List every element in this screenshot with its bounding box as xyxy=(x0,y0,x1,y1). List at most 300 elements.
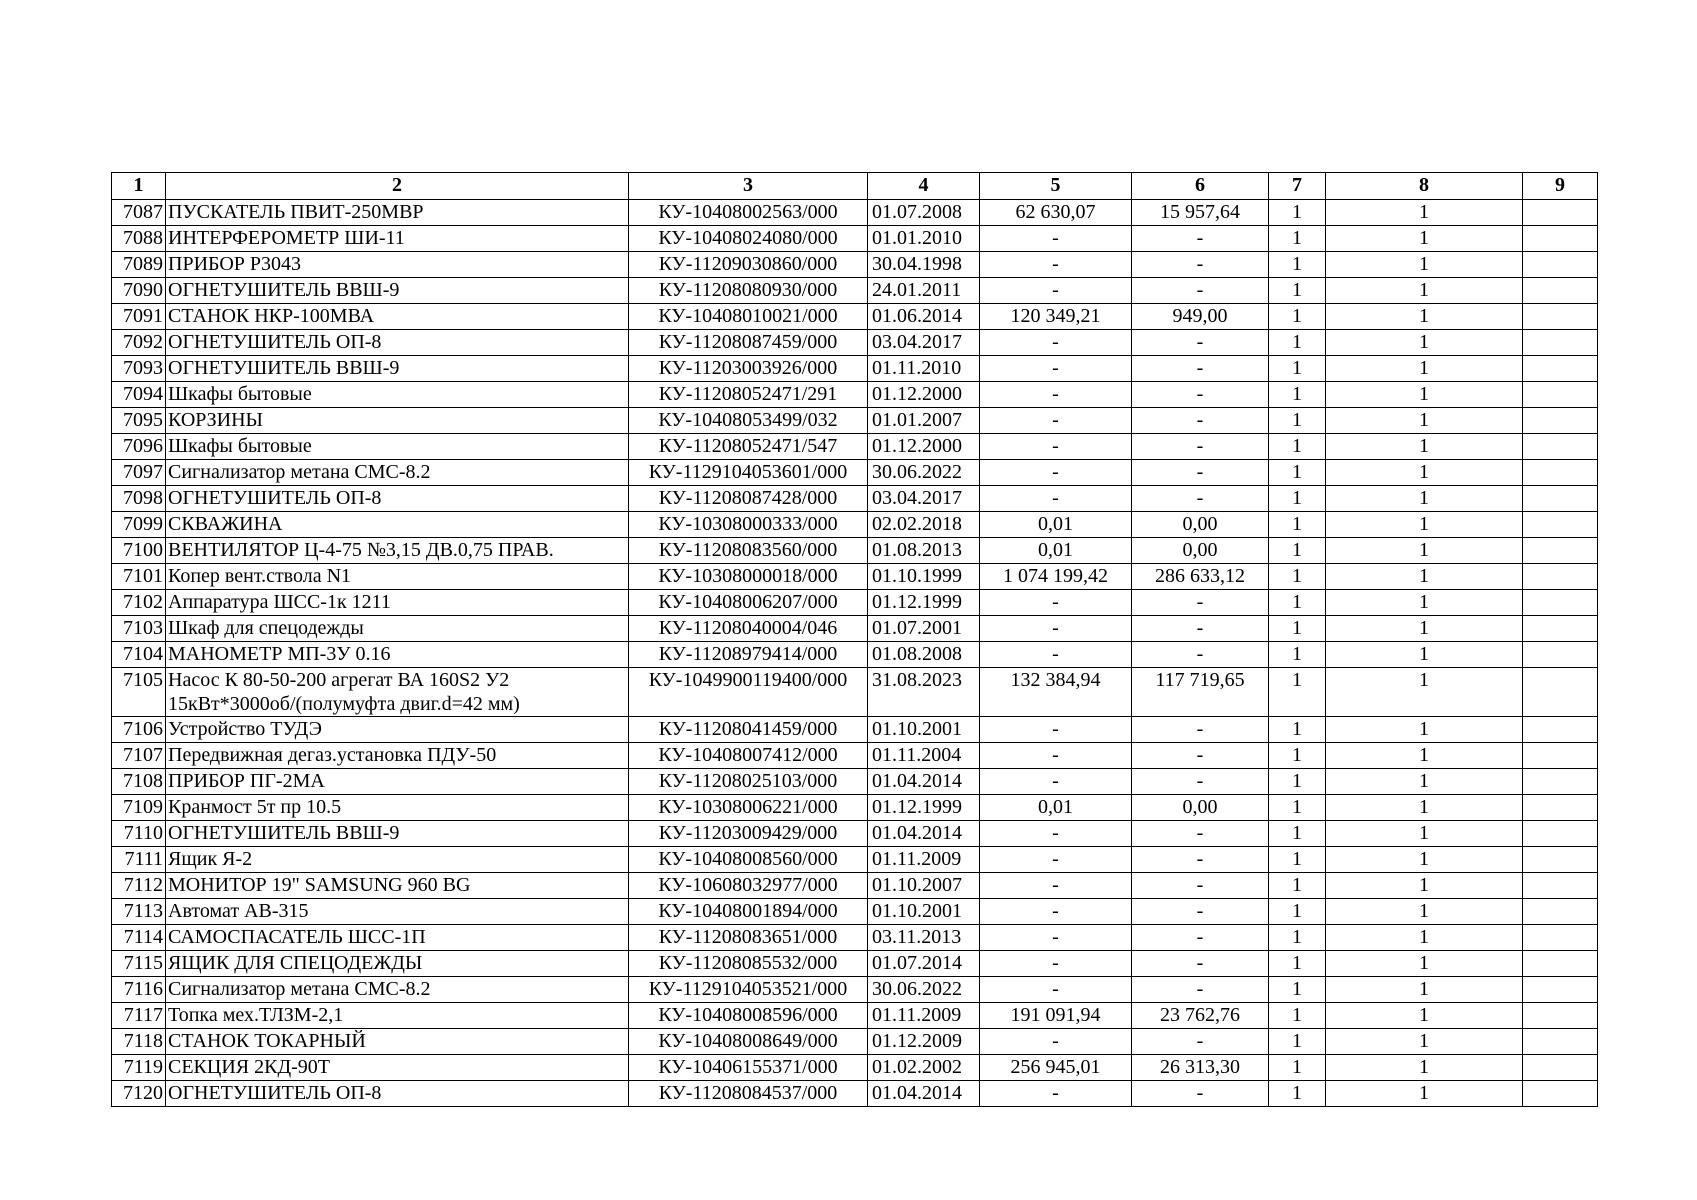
table-row xyxy=(112,616,1598,642)
date-cell: 24.01.2011 xyxy=(868,278,980,304)
table-row xyxy=(112,717,1598,743)
value-col5-cell: - xyxy=(980,873,1132,899)
qty-col7-cell: 1 xyxy=(1269,278,1326,304)
inventory-code-cell: КУ-10408008560/000 xyxy=(629,847,868,873)
item-name-cell: СТАНОК НКР-100МВА xyxy=(166,304,629,330)
column-header-2: 2 xyxy=(166,173,629,200)
value-col5-cell: - xyxy=(980,769,1132,795)
table-row xyxy=(112,951,1598,977)
qty-col7-cell: 1 xyxy=(1269,538,1326,564)
date-cell: 01.11.2009 xyxy=(868,847,980,873)
inventory-code-cell: КУ-10308000333/000 xyxy=(629,512,868,538)
column-header-6: 6 xyxy=(1132,173,1269,200)
row-number-cell: 7094 xyxy=(112,382,166,408)
table-row xyxy=(112,743,1598,769)
table-row xyxy=(112,899,1598,925)
inventory-code-cell: КУ-11203003926/000 xyxy=(629,356,868,382)
note-col9-cell xyxy=(1523,795,1598,821)
qty-col7-cell: 1 xyxy=(1269,769,1326,795)
item-name-cell: ОГНЕТУШИТЕЛЬ ОП-8 xyxy=(166,1081,629,1107)
table-row xyxy=(112,304,1598,330)
value-col6-cell: 0,00 xyxy=(1132,512,1269,538)
date-cell: 01.01.2010 xyxy=(868,226,980,252)
row-number-cell: 7110 xyxy=(112,821,166,847)
row-number-cell: 7117 xyxy=(112,1003,166,1029)
inventory-code-cell: КУ-10408024080/000 xyxy=(629,226,868,252)
row-number-cell: 7088 xyxy=(112,226,166,252)
row-number-cell: 7092 xyxy=(112,330,166,356)
qty-col7-cell: 1 xyxy=(1269,1003,1326,1029)
value-col5-cell: - xyxy=(980,356,1132,382)
value-col6-cell: - xyxy=(1132,717,1269,743)
row-number-cell: 7087 xyxy=(112,200,166,226)
item-name-cell: ОГНЕТУШИТЕЛЬ ВВШ-9 xyxy=(166,278,629,304)
table-row xyxy=(112,460,1598,486)
value-col6-cell: - xyxy=(1132,486,1269,512)
value-col5-cell: - xyxy=(980,330,1132,356)
qty-col8-cell: 1 xyxy=(1326,795,1523,821)
table-row xyxy=(112,590,1598,616)
qty-col8-cell: 1 xyxy=(1326,382,1523,408)
note-col9-cell xyxy=(1523,590,1598,616)
row-number-cell: 7091 xyxy=(112,304,166,330)
qty-col8-cell: 1 xyxy=(1326,899,1523,925)
qty-col7-cell: 1 xyxy=(1269,226,1326,252)
value-col5-cell: - xyxy=(980,951,1132,977)
value-col6-cell: - xyxy=(1132,951,1269,977)
row-number-cell: 7089 xyxy=(112,252,166,278)
date-cell: 01.12.1999 xyxy=(868,795,980,821)
qty-col7-cell: 1 xyxy=(1269,564,1326,590)
column-header-5: 5 xyxy=(980,173,1132,200)
item-name-cell: Копер вент.ствола N1 xyxy=(166,564,629,590)
qty-col7-cell: 1 xyxy=(1269,512,1326,538)
date-cell: 01.08.2008 xyxy=(868,642,980,668)
inventory-code-cell: КУ-11208979414/000 xyxy=(629,642,868,668)
qty-col8-cell: 1 xyxy=(1326,486,1523,512)
value-col5-cell: - xyxy=(980,616,1132,642)
value-col5-cell: - xyxy=(980,408,1132,434)
value-col5-cell: 0,01 xyxy=(980,538,1132,564)
value-col6-cell: - xyxy=(1132,616,1269,642)
qty-col7-cell: 1 xyxy=(1269,408,1326,434)
table-row xyxy=(112,642,1598,668)
table-row xyxy=(112,925,1598,951)
inventory-code-cell: КУ-11209030860/000 xyxy=(629,252,868,278)
value-col6-cell: - xyxy=(1132,1081,1269,1107)
note-col9-cell xyxy=(1523,226,1598,252)
table-row xyxy=(112,486,1598,512)
qty-col8-cell: 1 xyxy=(1326,460,1523,486)
value-col5-cell: - xyxy=(980,1029,1132,1055)
item-name-cell: ОГНЕТУШИТЕЛЬ ОП-8 xyxy=(166,486,629,512)
item-name-cell: Аппаратура ШСС-1к 1211 xyxy=(166,590,629,616)
item-name-cell: Ящик Я-2 xyxy=(166,847,629,873)
table-row xyxy=(112,382,1598,408)
item-name-cell: САМОСПАСАТЕЛЬ ШСС-1П xyxy=(166,925,629,951)
table-body xyxy=(112,200,1598,1107)
qty-col8-cell: 1 xyxy=(1326,951,1523,977)
item-name-cell: Шкафы бытовые xyxy=(166,434,629,460)
qty-col8-cell: 1 xyxy=(1326,743,1523,769)
item-name-cell: ПРИБОР Р3043 xyxy=(166,252,629,278)
item-name-cell: Передвижная дегаз.установка ПДУ-50 xyxy=(166,743,629,769)
inventory-code-cell: КУ-11208083651/000 xyxy=(629,925,868,951)
row-number-cell: 7118 xyxy=(112,1029,166,1055)
item-name-cell: ЯЩИК ДЛЯ СПЕЦОДЕЖДЫ xyxy=(166,951,629,977)
note-col9-cell xyxy=(1523,538,1598,564)
qty-col8-cell: 1 xyxy=(1326,226,1523,252)
table-row xyxy=(112,512,1598,538)
item-name-cell: Сигнализатор метана СМС-8.2 xyxy=(166,977,629,1003)
table-row xyxy=(112,434,1598,460)
row-number-cell: 7103 xyxy=(112,616,166,642)
row-number-cell: 7120 xyxy=(112,1081,166,1107)
qty-col7-cell: 1 xyxy=(1269,200,1326,226)
note-col9-cell xyxy=(1523,252,1598,278)
qty-col7-cell: 1 xyxy=(1269,330,1326,356)
value-col5-cell: - xyxy=(980,717,1132,743)
inventory-code-cell: КУ-10408008649/000 xyxy=(629,1029,868,1055)
qty-col8-cell: 1 xyxy=(1326,642,1523,668)
table-row xyxy=(112,200,1598,226)
qty-col8-cell: 1 xyxy=(1326,356,1523,382)
value-col6-cell: 0,00 xyxy=(1132,538,1269,564)
table-row xyxy=(112,795,1598,821)
value-col6-cell: - xyxy=(1132,821,1269,847)
value-col5-cell: 0,01 xyxy=(980,512,1132,538)
date-cell: 30.06.2022 xyxy=(868,977,980,1003)
note-col9-cell xyxy=(1523,899,1598,925)
table-row xyxy=(112,252,1598,278)
value-col5-cell: 62 630,07 xyxy=(980,200,1132,226)
row-number-cell: 7093 xyxy=(112,356,166,382)
note-col9-cell xyxy=(1523,408,1598,434)
qty-col7-cell: 1 xyxy=(1269,356,1326,382)
date-cell: 01.11.2010 xyxy=(868,356,980,382)
value-col5-cell: 256 945,01 xyxy=(980,1055,1132,1081)
item-name-cell: СКВАЖИНА xyxy=(166,512,629,538)
value-col5-cell: - xyxy=(980,847,1132,873)
row-number-cell: 7096 xyxy=(112,434,166,460)
note-col9-cell xyxy=(1523,512,1598,538)
note-col9-cell xyxy=(1523,278,1598,304)
qty-col7-cell: 1 xyxy=(1269,486,1326,512)
table-row xyxy=(112,564,1598,590)
qty-col7-cell: 1 xyxy=(1269,1055,1326,1081)
value-col5-cell: - xyxy=(980,977,1132,1003)
table-row xyxy=(112,226,1598,252)
note-col9-cell xyxy=(1523,434,1598,460)
date-cell: 01.07.2008 xyxy=(868,200,980,226)
note-col9-cell xyxy=(1523,564,1598,590)
value-col5-cell: 1 074 199,42 xyxy=(980,564,1132,590)
qty-col7-cell: 1 xyxy=(1269,873,1326,899)
value-col6-cell: - xyxy=(1132,278,1269,304)
header-row xyxy=(112,173,1598,200)
qty-col8-cell: 1 xyxy=(1326,330,1523,356)
qty-col8-cell: 1 xyxy=(1326,717,1523,743)
note-col9-cell xyxy=(1523,1081,1598,1107)
qty-col7-cell: 1 xyxy=(1269,925,1326,951)
inventory-code-cell: КУ-10406155371/000 xyxy=(629,1055,868,1081)
table-row xyxy=(112,769,1598,795)
note-col9-cell xyxy=(1523,847,1598,873)
value-col5-cell: - xyxy=(980,925,1132,951)
table-row xyxy=(112,1081,1598,1107)
value-col5-cell: - xyxy=(980,1081,1132,1107)
value-col5-cell: - xyxy=(980,382,1132,408)
date-cell: 03.04.2017 xyxy=(868,486,980,512)
column-header-3: 3 xyxy=(629,173,868,200)
note-col9-cell xyxy=(1523,382,1598,408)
date-cell: 01.06.2014 xyxy=(868,304,980,330)
value-col6-cell: - xyxy=(1132,356,1269,382)
value-col5-cell: - xyxy=(980,434,1132,460)
date-cell: 01.12.2000 xyxy=(868,382,980,408)
inventory-code-cell: КУ-11208025103/000 xyxy=(629,769,868,795)
item-name-cell: КОРЗИНЫ xyxy=(166,408,629,434)
date-cell: 31.08.2023 xyxy=(868,668,980,717)
value-col6-cell: - xyxy=(1132,1029,1269,1055)
note-col9-cell xyxy=(1523,668,1598,717)
row-number-cell: 7109 xyxy=(112,795,166,821)
value-col6-cell: - xyxy=(1132,769,1269,795)
table-row xyxy=(112,1003,1598,1029)
row-number-cell: 7097 xyxy=(112,460,166,486)
row-number-cell: 7090 xyxy=(112,278,166,304)
note-col9-cell xyxy=(1523,873,1598,899)
value-col5-cell: - xyxy=(980,743,1132,769)
qty-col8-cell: 1 xyxy=(1326,769,1523,795)
qty-col7-cell: 1 xyxy=(1269,616,1326,642)
qty-col7-cell: 1 xyxy=(1269,252,1326,278)
item-name-cell: Автомат АВ-315 xyxy=(166,899,629,925)
qty-col8-cell: 1 xyxy=(1326,668,1523,717)
value-col5-cell: - xyxy=(980,226,1132,252)
row-number-cell: 7107 xyxy=(112,743,166,769)
date-cell: 01.04.2014 xyxy=(868,1081,980,1107)
column-header-4: 4 xyxy=(868,173,980,200)
value-col6-cell: - xyxy=(1132,590,1269,616)
table-row xyxy=(112,668,1598,717)
inventory-code-cell: КУ-1049900119400/000 xyxy=(629,668,868,717)
qty-col8-cell: 1 xyxy=(1326,977,1523,1003)
date-cell: 30.06.2022 xyxy=(868,460,980,486)
inventory-code-cell: КУ-10408002563/000 xyxy=(629,200,868,226)
row-number-cell: 7098 xyxy=(112,486,166,512)
date-cell: 03.11.2013 xyxy=(868,925,980,951)
note-col9-cell xyxy=(1523,769,1598,795)
date-cell: 01.07.2014 xyxy=(868,951,980,977)
qty-col8-cell: 1 xyxy=(1326,512,1523,538)
item-name-cell: СЕКЦИЯ 2КД-90Т xyxy=(166,1055,629,1081)
date-cell: 01.07.2001 xyxy=(868,616,980,642)
qty-col7-cell: 1 xyxy=(1269,434,1326,460)
table-row xyxy=(112,330,1598,356)
row-number-cell: 7112 xyxy=(112,873,166,899)
value-col6-cell: - xyxy=(1132,434,1269,460)
qty-col7-cell: 1 xyxy=(1269,717,1326,743)
row-number-cell: 7106 xyxy=(112,717,166,743)
note-col9-cell xyxy=(1523,460,1598,486)
value-col5-cell: 132 384,94 xyxy=(980,668,1132,717)
qty-col8-cell: 1 xyxy=(1326,278,1523,304)
inventory-code-cell: КУ-11208080930/000 xyxy=(629,278,868,304)
qty-col8-cell: 1 xyxy=(1326,1055,1523,1081)
qty-col8-cell: 1 xyxy=(1326,564,1523,590)
value-col6-cell: - xyxy=(1132,925,1269,951)
note-col9-cell xyxy=(1523,717,1598,743)
note-col9-cell xyxy=(1523,616,1598,642)
inventory-code-cell: КУ-11208041459/000 xyxy=(629,717,868,743)
qty-col7-cell: 1 xyxy=(1269,1029,1326,1055)
note-col9-cell xyxy=(1523,977,1598,1003)
note-col9-cell xyxy=(1523,1029,1598,1055)
item-name-cell: ОГНЕТУШИТЕЛЬ ВВШ-9 xyxy=(166,356,629,382)
table-row xyxy=(112,538,1598,564)
date-cell: 01.04.2014 xyxy=(868,821,980,847)
qty-col7-cell: 1 xyxy=(1269,899,1326,925)
qty-col7-cell: 1 xyxy=(1269,668,1326,717)
row-number-cell: 7099 xyxy=(112,512,166,538)
date-cell: 01.11.2009 xyxy=(868,1003,980,1029)
date-cell: 01.08.2013 xyxy=(868,538,980,564)
qty-col8-cell: 1 xyxy=(1326,821,1523,847)
date-cell: 02.02.2018 xyxy=(868,512,980,538)
inventory-code-cell: КУ-10408053499/032 xyxy=(629,408,868,434)
value-col5-cell: - xyxy=(980,821,1132,847)
qty-col8-cell: 1 xyxy=(1326,847,1523,873)
value-col6-cell: - xyxy=(1132,977,1269,1003)
qty-col8-cell: 1 xyxy=(1326,590,1523,616)
value-col6-cell: - xyxy=(1132,226,1269,252)
inventory-code-cell: КУ-1129104053521/000 xyxy=(629,977,868,1003)
value-col6-cell: 26 313,30 xyxy=(1132,1055,1269,1081)
qty-col7-cell: 1 xyxy=(1269,382,1326,408)
inventory-table xyxy=(111,172,1598,1107)
row-number-cell: 7113 xyxy=(112,899,166,925)
note-col9-cell xyxy=(1523,1055,1598,1081)
inventory-code-cell: КУ-10408010021/000 xyxy=(629,304,868,330)
row-number-cell: 7095 xyxy=(112,408,166,434)
inventory-code-cell: КУ-10408006207/000 xyxy=(629,590,868,616)
qty-col8-cell: 1 xyxy=(1326,200,1523,226)
qty-col8-cell: 1 xyxy=(1326,252,1523,278)
value-col6-cell: 0,00 xyxy=(1132,795,1269,821)
value-col6-cell: 15 957,64 xyxy=(1132,200,1269,226)
item-name-cell: Устройство ТУДЭ xyxy=(166,717,629,743)
inventory-code-cell: КУ-11208087459/000 xyxy=(629,330,868,356)
table-row xyxy=(112,977,1598,1003)
table-row xyxy=(112,356,1598,382)
qty-col7-cell: 1 xyxy=(1269,821,1326,847)
inventory-code-cell: КУ-10308000018/000 xyxy=(629,564,868,590)
item-name-cell: Насос К 80-50-200 агрегат ВА 160S2 У2 15кВт*3000об/(полумуфта двиг.d=42 мм) xyxy=(166,668,629,717)
value-col5-cell: 0,01 xyxy=(980,795,1132,821)
inventory-code-cell: КУ-11208085532/000 xyxy=(629,951,868,977)
date-cell: 01.02.2002 xyxy=(868,1055,980,1081)
value-col5-cell: - xyxy=(980,642,1132,668)
value-col6-cell: - xyxy=(1132,252,1269,278)
item-name-cell: ВЕНТИЛЯТОР Ц-4-75 №3,15 ДВ.0,75 ПРАВ. xyxy=(166,538,629,564)
qty-col8-cell: 1 xyxy=(1326,925,1523,951)
inventory-code-cell: КУ-10408001894/000 xyxy=(629,899,868,925)
qty-col8-cell: 1 xyxy=(1326,434,1523,460)
value-col6-cell: 23 762,76 xyxy=(1132,1003,1269,1029)
row-number-cell: 7111 xyxy=(112,847,166,873)
value-col6-cell: - xyxy=(1132,330,1269,356)
qty-col8-cell: 1 xyxy=(1326,1029,1523,1055)
note-col9-cell xyxy=(1523,642,1598,668)
table-row xyxy=(112,821,1598,847)
value-col6-cell: - xyxy=(1132,847,1269,873)
date-cell: 01.11.2004 xyxy=(868,743,980,769)
table-row xyxy=(112,873,1598,899)
row-number-cell: 7100 xyxy=(112,538,166,564)
row-number-cell: 7102 xyxy=(112,590,166,616)
qty-col8-cell: 1 xyxy=(1326,1003,1523,1029)
qty-col7-cell: 1 xyxy=(1269,642,1326,668)
date-cell: 30.04.1998 xyxy=(868,252,980,278)
value-col6-cell: 286 633,12 xyxy=(1132,564,1269,590)
inventory-code-cell: КУ-10608032977/000 xyxy=(629,873,868,899)
column-header-7: 7 xyxy=(1269,173,1326,200)
table-row xyxy=(112,1029,1598,1055)
item-name-cell: СТАНОК ТОКАРНЫЙ xyxy=(166,1029,629,1055)
value-col5-cell: - xyxy=(980,278,1132,304)
date-cell: 01.10.2001 xyxy=(868,899,980,925)
inventory-code-cell: КУ-11208052471/547 xyxy=(629,434,868,460)
table-row xyxy=(112,408,1598,434)
value-col5-cell: - xyxy=(980,590,1132,616)
inventory-code-cell: КУ-11208083560/000 xyxy=(629,538,868,564)
inventory-code-cell: КУ-10408008596/000 xyxy=(629,1003,868,1029)
inventory-code-cell: КУ-1129104053601/000 xyxy=(629,460,868,486)
note-col9-cell xyxy=(1523,200,1598,226)
qty-col7-cell: 1 xyxy=(1269,590,1326,616)
item-name-cell: МОНИТОР 19" SAMSUNG 960 BG xyxy=(166,873,629,899)
qty-col8-cell: 1 xyxy=(1326,1081,1523,1107)
date-cell: 01.12.2000 xyxy=(868,434,980,460)
value-col6-cell: - xyxy=(1132,382,1269,408)
value-col5-cell: - xyxy=(980,486,1132,512)
date-cell: 03.04.2017 xyxy=(868,330,980,356)
inventory-code-cell: КУ-11208040004/046 xyxy=(629,616,868,642)
date-cell: 01.01.2007 xyxy=(868,408,980,434)
date-cell: 01.12.2009 xyxy=(868,1029,980,1055)
table-row xyxy=(112,278,1598,304)
qty-col7-cell: 1 xyxy=(1269,977,1326,1003)
value-col6-cell: - xyxy=(1132,743,1269,769)
qty-col7-cell: 1 xyxy=(1269,795,1326,821)
value-col5-cell: 120 349,21 xyxy=(980,304,1132,330)
qty-col8-cell: 1 xyxy=(1326,873,1523,899)
row-number-cell: 7119 xyxy=(112,1055,166,1081)
item-name-cell: Шкафы бытовые xyxy=(166,382,629,408)
qty-col7-cell: 1 xyxy=(1269,847,1326,873)
note-col9-cell xyxy=(1523,821,1598,847)
value-col5-cell: - xyxy=(980,460,1132,486)
item-name-cell: ПРИБОР ПГ-2МА xyxy=(166,769,629,795)
inventory-code-cell: КУ-11208087428/000 xyxy=(629,486,868,512)
qty-col8-cell: 1 xyxy=(1326,616,1523,642)
value-col5-cell: - xyxy=(980,252,1132,278)
item-name-cell: Топка мех.ТЛЗМ-2,1 xyxy=(166,1003,629,1029)
row-number-cell: 7101 xyxy=(112,564,166,590)
note-col9-cell xyxy=(1523,951,1598,977)
item-name-cell: ПУСКАТЕЛЬ ПВИТ-250МВР xyxy=(166,200,629,226)
